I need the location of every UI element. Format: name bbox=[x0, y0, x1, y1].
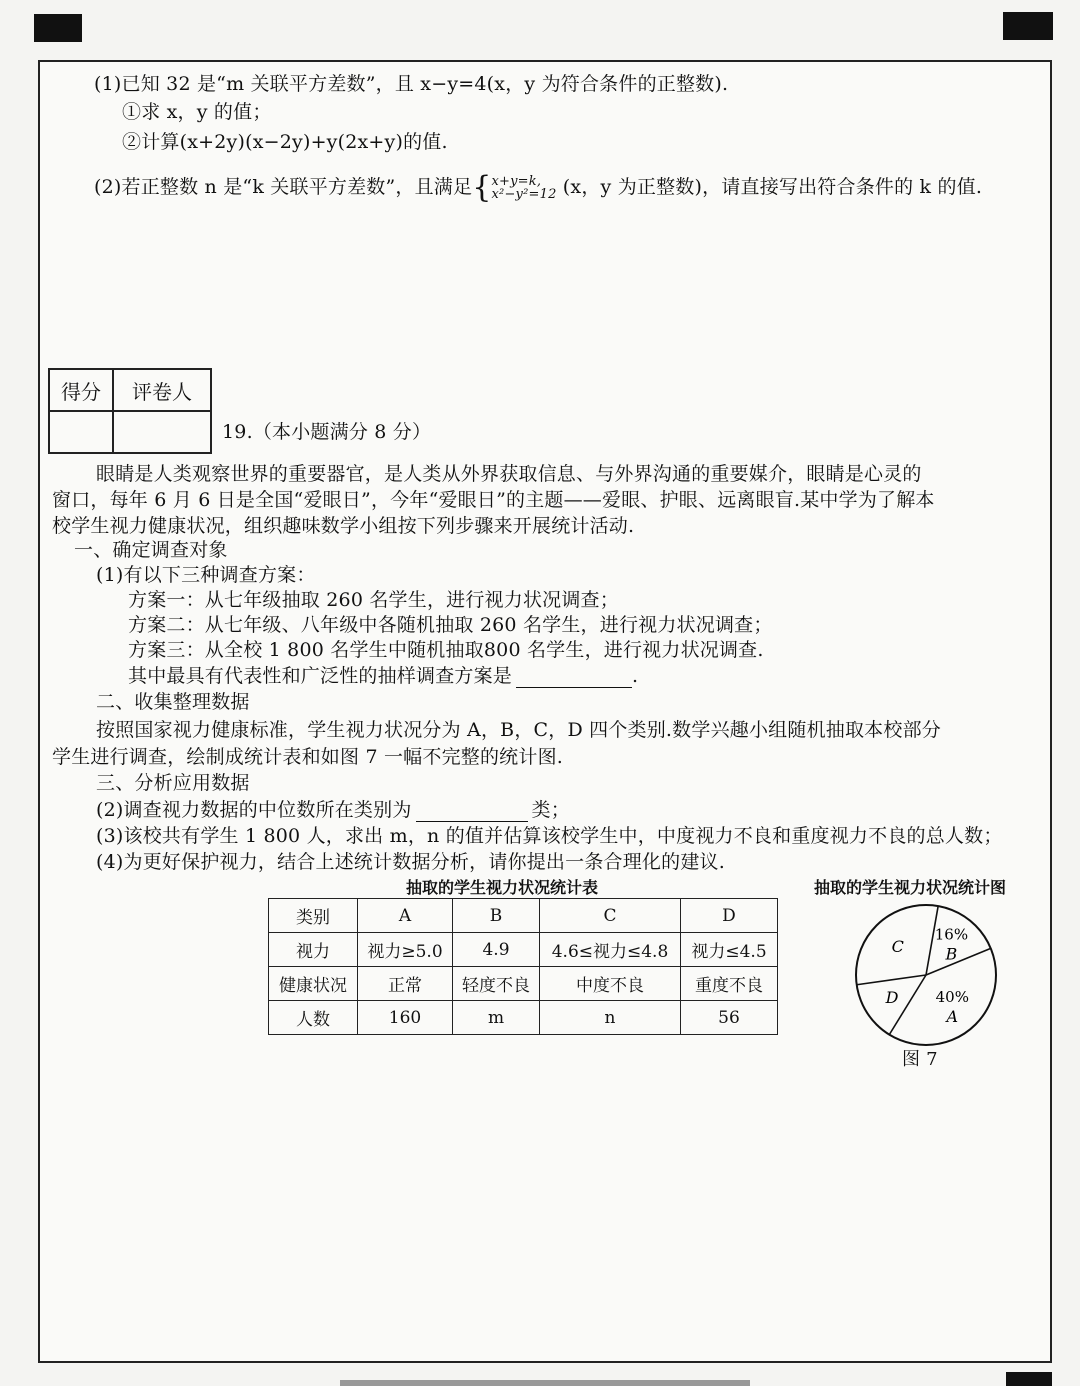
table-cell: 正常 bbox=[358, 967, 453, 1001]
pie-slice-label-C: C bbox=[891, 936, 904, 956]
score-header: 得分 bbox=[49, 369, 113, 411]
equation-system bbox=[492, 175, 557, 201]
pie-slice-A-boundary bbox=[926, 948, 991, 975]
brace-icon: { bbox=[472, 170, 492, 205]
pie-slice-label-B: B bbox=[945, 944, 958, 964]
pie-slice-label-D: D bbox=[885, 988, 899, 1008]
footer-bar bbox=[340, 1380, 750, 1386]
q18-sub2: ②计算(x+2y)(x−2y)+y(2x+y)的值. bbox=[122, 131, 448, 153]
q19-question-4: (4)为更好保护视力，结合上述统计数据分析，请你提出一条合理化的建议. bbox=[96, 851, 725, 873]
q18-sub1: ①求 x，y 的值； bbox=[122, 101, 272, 123]
table-cell: m bbox=[453, 1001, 540, 1035]
section-2-text-1: 按照国家视力健康标准，学生视力状况分为 A，B，C，D 四个类别.数学兴趣小组随机抽取本校部分 bbox=[96, 719, 941, 741]
plan-2: 方案二：从七年级、八年级中各随机抽取 260 名学生，进行视力状况调查； bbox=[128, 614, 773, 636]
table-row bbox=[269, 967, 778, 1001]
system-line-1: x+y=k, bbox=[491, 174, 542, 189]
q19-question-1: (1)有以下三种调查方案： bbox=[96, 564, 316, 586]
q19-question-3: (3)该校共有学生 1 800 人，求出 m，n 的值并估算该校学生中，中度视力不良和重度视力不良的总人数； bbox=[96, 825, 1003, 847]
pie-slice-C-boundary bbox=[857, 975, 926, 985]
table-cell: 视力≥5.0 bbox=[358, 933, 453, 967]
section-2-text-2: 学生进行调查，绘制成统计表和如图 7 一幅不完整的统计图. bbox=[52, 746, 564, 768]
statistics-table bbox=[268, 898, 778, 1035]
table-cell: C bbox=[540, 899, 681, 933]
pie-percent-label-A: 40% bbox=[935, 987, 969, 1006]
table-cell: 56 bbox=[681, 1001, 778, 1035]
registration-mark-bottom-right bbox=[1006, 1372, 1052, 1386]
plan-1: 方案一：从七年级抽取 260 名学生，进行视力状况调查； bbox=[128, 589, 619, 611]
grader-header: 评卷人 bbox=[113, 369, 211, 411]
q19-intro-3: 校学生视力健康状况，组织趣味数学小组按下列步骤来开展统计活动. bbox=[52, 515, 635, 537]
table-cell: 重度不良 bbox=[681, 967, 778, 1001]
table-cell: n bbox=[540, 1001, 681, 1035]
table-row bbox=[269, 899, 778, 933]
registration-mark-top-right bbox=[1003, 12, 1053, 40]
q19-intro-2: 窗口，每年 6 月 6 日是全国“爱眼日”，今年“爱眼日”的主题——爱眼、护眼、远离眼盲.某中学为了解本 bbox=[52, 489, 935, 511]
plan-3: 方案三：从全校 1 800 名学生中随机抽取800 名学生，进行视力状况调查. bbox=[128, 639, 764, 661]
table-cell: B bbox=[453, 899, 540, 933]
q18-part2-pre: (2)若正整数 n 是“k 关联平方差数”，且满足 bbox=[94, 176, 473, 198]
answer-blank-1[interactable] bbox=[516, 667, 632, 688]
table-cell: 类别 bbox=[269, 899, 358, 933]
table-row bbox=[269, 933, 778, 967]
q19-header: 19.（本小题满分 8 分） bbox=[222, 421, 432, 443]
score-cell[interactable] bbox=[49, 411, 113, 453]
q19-intro-1: 眼睛是人类观察世界的重要器官，是人类从外界获取信息、与外界沟通的重要媒介，眼睛是心灵的 bbox=[96, 463, 922, 485]
section-3-title: 三、分析应用数据 bbox=[96, 772, 250, 794]
table-cell: D bbox=[681, 899, 778, 933]
q19-question-2 bbox=[96, 798, 570, 822]
table-row bbox=[269, 1001, 778, 1035]
score-table bbox=[48, 368, 212, 454]
q18-part2 bbox=[94, 170, 983, 205]
section-1-title: 一、确定调查对象 bbox=[74, 539, 228, 561]
registration-mark-top-left bbox=[34, 14, 82, 42]
grader-cell[interactable] bbox=[113, 411, 211, 453]
plan-question-end: . bbox=[632, 665, 639, 687]
table-cell: 人数 bbox=[269, 1001, 358, 1035]
answer-blank-2[interactable] bbox=[416, 801, 528, 822]
table-cell: 中度不良 bbox=[540, 967, 681, 1001]
table-cell: 160 bbox=[358, 1001, 453, 1035]
figure-label: 图 7 bbox=[902, 1049, 938, 1070]
table-cell: A bbox=[358, 899, 453, 933]
q18-part2-post: (x，y 为正整数)，请直接写出符合条件的 k 的值. bbox=[562, 176, 983, 198]
pie-percent-label-B: 16% bbox=[934, 925, 969, 944]
system-line-2: x²−y²=12 bbox=[491, 187, 557, 202]
pie-chart bbox=[846, 900, 1006, 1060]
table-cell: 视力 bbox=[269, 933, 358, 967]
q2-suffix: 类； bbox=[531, 799, 570, 821]
section-2-title: 二、收集整理数据 bbox=[96, 691, 250, 713]
table-cell: 视力≤4.5 bbox=[681, 933, 778, 967]
q2-text: (2)调查视力数据的中位数所在类别为 bbox=[96, 799, 412, 821]
table-cell: 健康状况 bbox=[269, 967, 358, 1001]
table-cell: 4.6≤视力≤4.8 bbox=[540, 933, 681, 967]
pie-slice-label-A: A bbox=[946, 1006, 959, 1026]
table-caption: 抽取的学生视力状况统计表 bbox=[406, 878, 599, 897]
q18-part1: (1)已知 32 是“m 关联平方差数”，且 x−y=4(x，y 为符合条件的正整数). bbox=[94, 73, 729, 95]
plan-question bbox=[128, 664, 638, 688]
plan-question-text: 其中最具有代表性和广泛性的抽样调查方案是 bbox=[128, 665, 513, 687]
figure-caption: 抽取的学生视力状况统计图 bbox=[814, 878, 1007, 897]
table-cell: 4.9 bbox=[453, 933, 540, 967]
table-cell: 轻度不良 bbox=[453, 967, 540, 1001]
